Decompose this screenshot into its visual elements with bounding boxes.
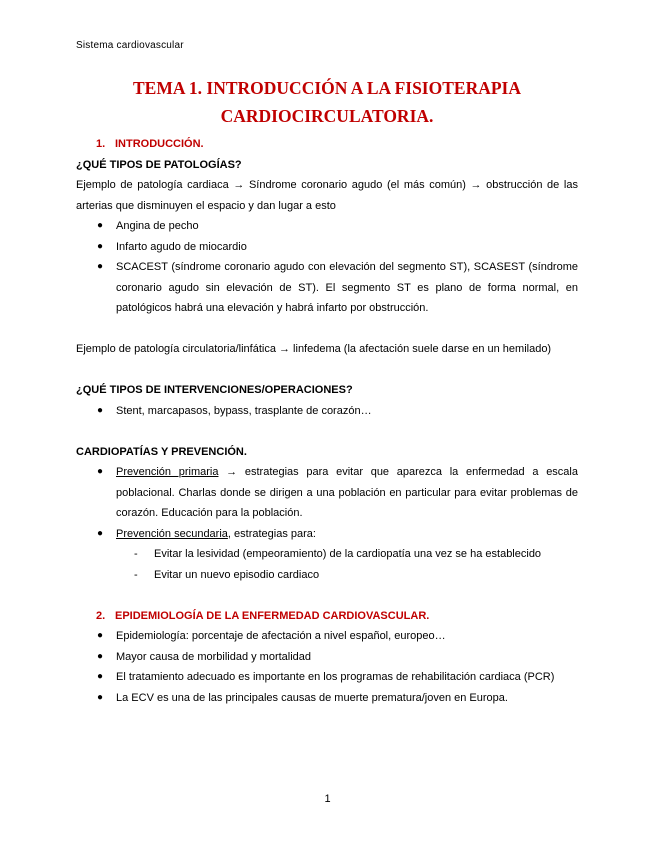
list-item-prevencion-secundaria [76, 524, 578, 545]
list-item-text: El tratamiento adecuado es importante en los programas de rehabilitación cardiaca (PCR) [116, 671, 555, 683]
bullet-icon: ● [97, 404, 104, 416]
question-intervenciones: ¿QUÉ TIPOS DE INTERVENCIONES/OPERACIONES? [76, 384, 353, 396]
prevencion-secundaria-label: Prevención secundaria [116, 527, 228, 540]
list-item [76, 401, 578, 422]
spacer [76, 319, 578, 340]
list-item-prevencion-primaria [76, 462, 578, 524]
list-item [76, 216, 578, 237]
spacer [76, 585, 578, 606]
list-item [76, 647, 578, 668]
section-number: 1. [96, 138, 106, 150]
bullet-icon: ● [97, 691, 104, 703]
prevencion-primaria-text: → estrategias para evitar que aparezca la enfermedad a escala poblacional. Charlas donde se dirigen a una población en particular para evitar problemas de corazón. Educación para la población. [116, 466, 578, 519]
bullet-icon: ● [97, 527, 104, 539]
page-title-line-2: CARDIOCIRCULATORIA. [220, 106, 434, 126]
page-title-line-1: TEMA 1. INTRODUCCIÓN A LA FISIOTERAPIA [133, 78, 521, 98]
section-2-heading [76, 606, 578, 627]
list-item-text: La ECV es una de las principales causas de muerte prematura/joven en Europa. [116, 691, 508, 704]
list-item [76, 257, 578, 319]
bullet-icon: ● [97, 261, 104, 272]
list-item [76, 688, 578, 709]
sub-list-item [76, 565, 578, 586]
bullet-icon: ● [97, 671, 104, 682]
sub-list-item-text: Evitar un nuevo episodio cardiaco [154, 568, 320, 581]
bullet-icon: ● [97, 240, 104, 252]
list-item-text: SCACEST (síndrome coronario agudo con elevación del segmento ST), SCASEST (síndrome coronario agudo sin elevación de ST). El segmento ST es plano de forma normal, en patológicos habrá una elevación y habrá infarto por obstrucción. [116, 261, 578, 314]
bullet-icon: ● [97, 630, 104, 641]
list-item-text: Mayor causa de morbilidad y mortalidad [116, 650, 312, 663]
sub-list-item-text: Evitar la lesividad (empeoramiento) de la cardiopatía una vez se ha establecido [154, 548, 542, 560]
page-header: Sistema cardiovascular [76, 40, 184, 51]
question-patologias: ¿QUÉ TIPOS DE PATOLOGÍAS? [76, 158, 242, 171]
sub-list-item [76, 544, 578, 565]
section-number: 2. [96, 609, 106, 622]
list-item-text: Angina de pecho [116, 220, 199, 232]
bullet-icon: ● [97, 220, 104, 231]
list-item-text: Stent, marcapasos, bypass, trasplante de corazón… [116, 404, 372, 417]
list-item [76, 626, 578, 647]
paragraph-ejemplo-cardiaca: Ejemplo de patología cardiaca → Síndrome coronario agudo (el más común) → obstrucción de las arterias que disminuyen el espacio y dan lugar a esto [76, 179, 578, 212]
document-body [76, 134, 578, 708]
list-item-text: Infarto agudo de miocardio [116, 240, 247, 253]
section-title: EPIDEMIOLOGÍA DE LA ENFERMEDAD CARDIOVASCULAR. [115, 609, 430, 622]
section-1-heading [76, 134, 578, 155]
section-title: INTRODUCCIÓN. [115, 138, 204, 150]
dash-icon: - [134, 548, 138, 560]
bullet-icon: ● [97, 650, 104, 662]
bullet-icon: ● [97, 466, 104, 477]
paragraph-ejemplo-circulatoria: Ejemplo de patología circulatoria/linfática → linfedema (la afectación suele darse en un hemilado) [76, 343, 552, 355]
list-item-text: Epidemiología: porcentaje de afectación a nivel español, europeo… [116, 630, 446, 642]
prevencion-secundaria-text: , estrategias para: [227, 527, 316, 540]
list-item [76, 237, 578, 258]
list-item [76, 667, 578, 688]
spacer [76, 360, 578, 381]
heading-cardiopatias: CARDIOPATÍAS Y PREVENCIÓN. [76, 445, 247, 458]
prevencion-primaria-label: Prevención primaria [116, 466, 219, 478]
spacer [76, 421, 578, 442]
page-number: 1 [324, 793, 331, 805]
dash-icon: - [134, 568, 138, 581]
